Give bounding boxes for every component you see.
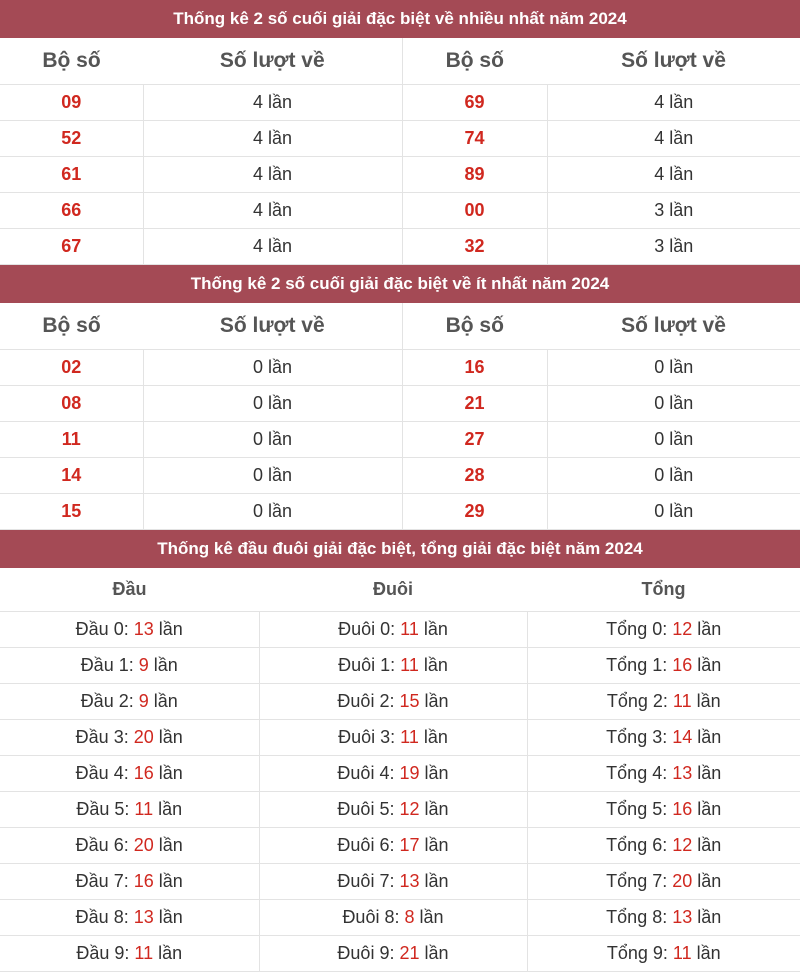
tail-label: Đuôi 5: [337, 799, 395, 819]
tail-count: 15 [399, 691, 420, 711]
sum-label: Tổng 1: [606, 655, 668, 675]
count-cell: 0 lần [547, 422, 800, 458]
count-cell: 4 lần [547, 157, 800, 193]
tail-label: Đuôi 3: [338, 727, 396, 747]
table-row [0, 229, 800, 265]
table-row [0, 936, 800, 972]
unit-label: lần [153, 691, 178, 711]
table-header-row [0, 303, 800, 350]
unit-label: lần [423, 727, 448, 747]
number-cell: 27 [402, 422, 547, 458]
table-row [0, 193, 800, 229]
table-row [0, 900, 800, 936]
head-count: 16 [133, 763, 154, 783]
table-row [0, 684, 800, 720]
unit-label: lần [158, 835, 183, 855]
sum-label: Tổng 0: [606, 619, 668, 639]
count-cell: 4 lần [143, 85, 402, 121]
table-row [0, 864, 800, 900]
unit-label: lần [424, 871, 449, 891]
sum-cell [527, 612, 800, 648]
tail-count: 19 [399, 763, 420, 783]
count-cell: 3 lần [547, 193, 800, 229]
unit-label: lần [424, 943, 449, 963]
tail-cell [259, 936, 527, 972]
unit-label: lần [697, 727, 722, 747]
tail-label: Đuôi 8: [342, 907, 400, 927]
table-row [0, 422, 800, 458]
head-label: Đầu 5: [76, 799, 130, 819]
head-cell [0, 900, 259, 936]
table-row [0, 648, 800, 684]
tail-count: 11 [400, 619, 419, 639]
count-cell: 4 lần [143, 193, 402, 229]
head-cell [0, 720, 259, 756]
count-cell: 0 lần [143, 494, 402, 530]
count-cell: 0 lần [143, 422, 402, 458]
tail-count: 17 [399, 835, 420, 855]
number-cell: 74 [402, 121, 547, 157]
tail-cell [259, 684, 527, 720]
unit-label: lần [158, 907, 183, 927]
column-header-count: Số lượt về [547, 303, 800, 350]
least-section-title: Thống kê 2 số cuối giải đặc biệt về ít nhất năm 2024 [0, 265, 800, 303]
count-cell: 0 lần [547, 386, 800, 422]
unit-label: lần [424, 763, 449, 783]
column-header-head: Đầu [0, 568, 259, 612]
head-cell [0, 684, 259, 720]
least-table [0, 303, 800, 530]
count-cell: 4 lần [547, 85, 800, 121]
head-count: 13 [133, 907, 154, 927]
count-cell: 0 lần [143, 458, 402, 494]
unit-label: lần [696, 691, 721, 711]
number-cell: 15 [0, 494, 143, 530]
head-count: 20 [133, 727, 154, 747]
unit-label: lần [158, 727, 183, 747]
tail-label: Đuôi 4: [337, 763, 395, 783]
number-cell: 11 [0, 422, 143, 458]
unit-label: lần [158, 943, 183, 963]
unit-label: lần [158, 619, 183, 639]
sum-cell [527, 720, 800, 756]
head-label: Đầu 7: [75, 871, 129, 891]
column-header-tail: Đuôi [259, 568, 527, 612]
sum-count: 12 [672, 835, 693, 855]
table-row [0, 792, 800, 828]
tail-count: 11 [400, 727, 419, 747]
head-label: Đầu 8: [75, 907, 129, 927]
table-row [0, 828, 800, 864]
unit-label: lần [153, 655, 178, 675]
sum-cell [527, 828, 800, 864]
headtail-section-title: Thống kê đầu đuôi giải đặc biệt, tổng giải đặc biệt năm 2024 [0, 530, 800, 568]
head-count: 9 [138, 655, 149, 675]
sum-label: Tổng 5: [606, 799, 668, 819]
tail-label: Đuôi 6: [337, 835, 395, 855]
count-cell: 0 lần [547, 458, 800, 494]
most-section-title: Thống kê 2 số cuối giải đặc biệt về nhiều nhất năm 2024 [0, 0, 800, 38]
column-header-count: Số lượt về [547, 38, 800, 85]
tail-label: Đuôi 9: [337, 943, 395, 963]
tail-label: Đuôi 2: [337, 691, 395, 711]
table-row [0, 494, 800, 530]
tail-count: 12 [399, 799, 420, 819]
table-row [0, 756, 800, 792]
number-cell: 14 [0, 458, 143, 494]
sum-cell [527, 792, 800, 828]
sum-cell [527, 864, 800, 900]
sum-count: 16 [672, 655, 693, 675]
sum-count: 14 [672, 727, 693, 747]
head-count: 13 [133, 619, 154, 639]
unit-label: lần [424, 799, 449, 819]
number-cell: 08 [0, 386, 143, 422]
head-cell [0, 756, 259, 792]
unit-label: lần [697, 835, 722, 855]
sum-cell [527, 900, 800, 936]
head-count: 9 [138, 691, 149, 711]
tail-label: Đuôi 0: [338, 619, 396, 639]
tail-cell [259, 756, 527, 792]
table-row [0, 350, 800, 386]
sum-label: Tổng 4: [606, 763, 668, 783]
column-header-number: Bộ số [402, 303, 547, 350]
sum-cell [527, 648, 800, 684]
number-cell: 16 [402, 350, 547, 386]
column-header-number: Bộ số [0, 38, 143, 85]
count-cell: 4 lần [143, 121, 402, 157]
headtail-table [0, 568, 800, 972]
sum-cell [527, 684, 800, 720]
head-cell [0, 864, 259, 900]
tail-cell [259, 648, 527, 684]
head-label: Đầu 0: [75, 619, 129, 639]
column-header-number: Bộ số [0, 303, 143, 350]
tail-count: 11 [400, 655, 419, 675]
head-label: Đầu 6: [75, 835, 129, 855]
unit-label: lần [697, 655, 722, 675]
sum-label: Tổng 2: [606, 691, 668, 711]
tail-label: Đuôi 7: [337, 871, 395, 891]
tail-count: 8 [404, 907, 415, 927]
unit-label: lần [697, 799, 722, 819]
unit-label: lần [697, 619, 722, 639]
count-cell: 3 lần [547, 229, 800, 265]
number-cell: 52 [0, 121, 143, 157]
unit-label: lần [158, 763, 183, 783]
number-cell: 61 [0, 157, 143, 193]
table-row [0, 157, 800, 193]
count-cell: 4 lần [143, 157, 402, 193]
unit-label: lần [423, 619, 448, 639]
count-cell: 0 lần [547, 494, 800, 530]
head-cell [0, 612, 259, 648]
table-row [0, 720, 800, 756]
sum-count: 12 [672, 619, 693, 639]
unit-label: lần [697, 907, 722, 927]
sum-label: Tổng 9: [606, 943, 668, 963]
sum-count: 11 [672, 943, 692, 963]
sum-count: 11 [672, 691, 692, 711]
table-header-row [0, 568, 800, 612]
head-cell [0, 828, 259, 864]
table-row [0, 121, 800, 157]
tail-cell [259, 828, 527, 864]
sum-label: Tổng 7: [606, 871, 668, 891]
sum-cell [527, 936, 800, 972]
tail-count: 13 [399, 871, 420, 891]
unit-label: lần [423, 655, 448, 675]
head-count: 16 [133, 871, 154, 891]
most-table [0, 38, 800, 265]
head-cell [0, 648, 259, 684]
tail-cell [259, 612, 527, 648]
head-count: 11 [134, 799, 154, 819]
sum-count: 16 [672, 799, 693, 819]
number-cell: 89 [402, 157, 547, 193]
unit-label: lần [696, 943, 721, 963]
number-cell: 29 [402, 494, 547, 530]
column-header-number: Bộ số [402, 38, 547, 85]
sum-count: 13 [672, 763, 693, 783]
table-row [0, 386, 800, 422]
number-cell: 66 [0, 193, 143, 229]
count-cell: 4 lần [547, 121, 800, 157]
sum-cell [527, 756, 800, 792]
unit-label: lần [419, 907, 444, 927]
count-cell: 4 lần [143, 229, 402, 265]
count-cell: 0 lần [547, 350, 800, 386]
tail-label: Đuôi 1: [338, 655, 396, 675]
unit-label: lần [158, 871, 183, 891]
sum-label: Tổng 6: [606, 835, 668, 855]
column-header-count: Số lượt về [143, 303, 402, 350]
head-label: Đầu 2: [80, 691, 134, 711]
number-cell: 21 [402, 386, 547, 422]
number-cell: 09 [0, 85, 143, 121]
number-cell: 69 [402, 85, 547, 121]
head-label: Đầu 3: [75, 727, 129, 747]
unit-label: lần [424, 835, 449, 855]
tail-cell [259, 864, 527, 900]
sum-count: 13 [672, 907, 693, 927]
tail-cell [259, 720, 527, 756]
table-row [0, 458, 800, 494]
table-header-row [0, 38, 800, 85]
number-cell: 67 [0, 229, 143, 265]
count-cell: 0 lần [143, 386, 402, 422]
tail-cell [259, 792, 527, 828]
count-cell: 0 lần [143, 350, 402, 386]
sum-label: Tổng 8: [606, 907, 668, 927]
unit-label: lần [158, 799, 183, 819]
unit-label: lần [424, 691, 449, 711]
number-cell: 02 [0, 350, 143, 386]
number-cell: 28 [402, 458, 547, 494]
column-header-sum: Tổng [527, 568, 800, 612]
sum-label: Tổng 3: [606, 727, 668, 747]
number-cell: 00 [402, 193, 547, 229]
unit-label: lần [697, 871, 722, 891]
tail-count: 21 [399, 943, 420, 963]
head-label: Đầu 1: [80, 655, 134, 675]
sum-count: 20 [672, 871, 693, 891]
head-label: Đầu 4: [75, 763, 129, 783]
head-count: 11 [134, 943, 154, 963]
table-row [0, 85, 800, 121]
column-header-count: Số lượt về [143, 38, 402, 85]
head-count: 20 [133, 835, 154, 855]
unit-label: lần [697, 763, 722, 783]
table-row [0, 612, 800, 648]
head-cell [0, 792, 259, 828]
head-cell [0, 936, 259, 972]
number-cell: 32 [402, 229, 547, 265]
tail-cell [259, 900, 527, 936]
head-label: Đầu 9: [76, 943, 130, 963]
